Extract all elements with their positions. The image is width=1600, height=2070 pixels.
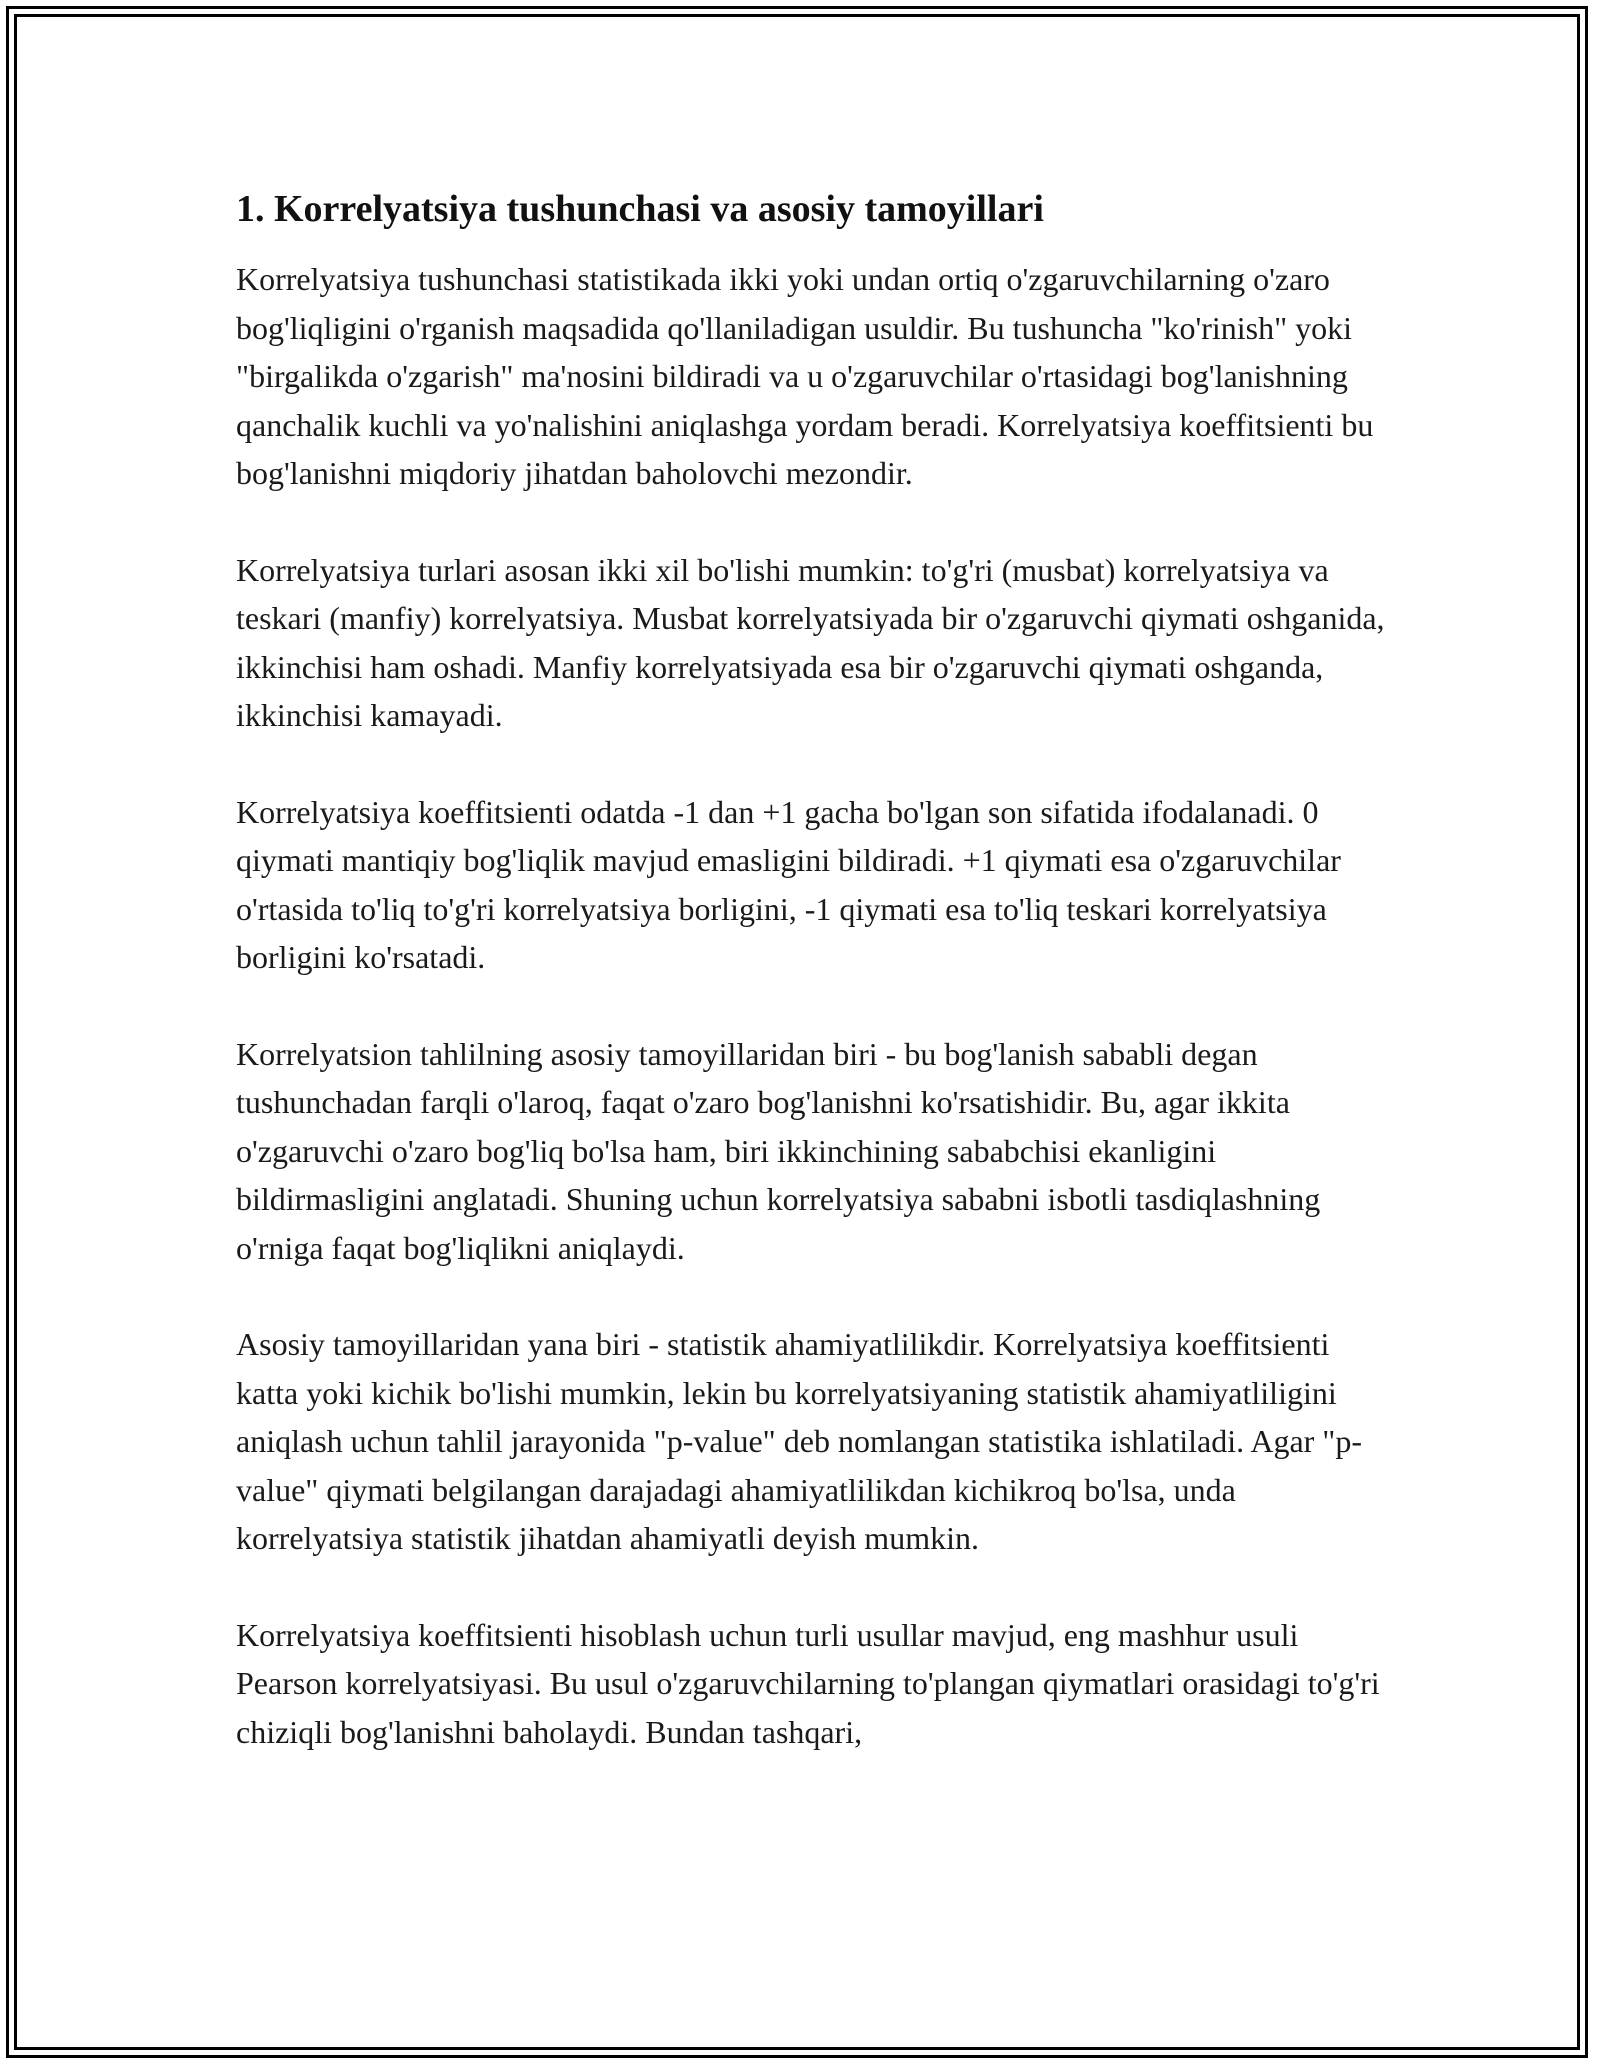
paragraph-calculation-methods: Korrelyatsiya koeffitsienti hisoblash uchun turli usullar mavjud, eng mashhur usuli Pearson korrelyatsiyasi. Bu usul o'zgaruvchilarning to'plangan qiymatlari orasidagi to'g'ri chiziqli bog'lanishni baholaydi. Bundan tashqari, bbox=[236, 1616, 1380, 1750]
paragraph-statistical-significance: Asosiy tamoyillaridan yana biri - statistik ahamiyatlilikdir. Korrelyatsiya koeffitsienti katta yoki kichik bo'lishi mumkin, lekin bu korrelyatsiyaning statistik ahamiyatliligini aniqlash uchun tahlil jarayonida "p-value" deb nomlangan statistika ishlatiladi. Agar "p-value" qiymati belgilangan darajadagi ahamiyatlilikdan kichikroq bo'lsa, unda korrelyatsiya statistik jihatdan ahamiyatli deyish mumkin. bbox=[236, 1326, 1363, 1556]
section-heading: 1. Korrelyatsiya tushunchasi va asosiy tamoyillari bbox=[236, 188, 1044, 230]
paragraph-causation-principle: Korrelyatsion tahlilning asosiy tamoyillaridan biri - bu bog'lanish sababli degan tushunchadan farqli o'laroq, faqat o'zaro bog'lanishni ko'rsatishidir. Bu, agar ikkita o'zgaruvchi o'zaro bog'liq bo'lsa ham, biri ikkinchining sababchisi ekanligini bildirmasligini anglatadi. Shuning uchun korrelyatsiya sababni isbotli tasdiqlashning o'rniga faqat bog'liqlikni aniqlaydi. bbox=[236, 1035, 1321, 1266]
paragraph-coefficient-range: Korrelyatsiya koeffitsienti odatda -1 dan +1 gacha bo'lgan son sifatida ifodalanadi. 0 qiymati mantiqiy bog'liqlik mavjud emasligini bildiradi. +1 qiymati esa o'zgaruvchilar o'rtasida to'liq to'g'ri korrelyatsiya borligini, -1 qiymati esa to'liq teskari korrelyatsiya borligini ko'rsatadi. bbox=[236, 793, 1341, 975]
paragraph-correlation-types: Korrelyatsiya turlari asosan ikki xil bo'lishi mumkin: to'g'ri (musbat) korrelyatsiya va teskari (manfiy) korrelyatsiya. Musbat korrelyatsiyada bir o'zgaruvchi qiymati oshganida, ikkinchisi ham oshadi. Manfiy korrelyatsiyada esa bir o'zgaruvchi qiymati oshganda, ikkinchisi kamayadi. bbox=[236, 551, 1385, 733]
paragraph-definition: Korrelyatsiya tushunchasi statistikada ikki yoki undan ortiq o'zgaruvchilarning o'zaro bog'liqligini o'rganish maqsadida qo'llaniladigan usuldir. Bu tushuncha "ko'rinish" yoki "birgalikda o'zgarish" ma'nosini bildiradi va u o'zgaruvchilar o'rtasidagi bog'lanishning qanchalik kuchli va yo'nalishini aniqlashga yordam beradi. Korrelyatsiya koeffitsienti bu bog'lanishni miqdoriy jihatdan baholovchi mezondir. bbox=[236, 261, 1374, 491]
document-body bbox=[236, 185, 1386, 1804]
